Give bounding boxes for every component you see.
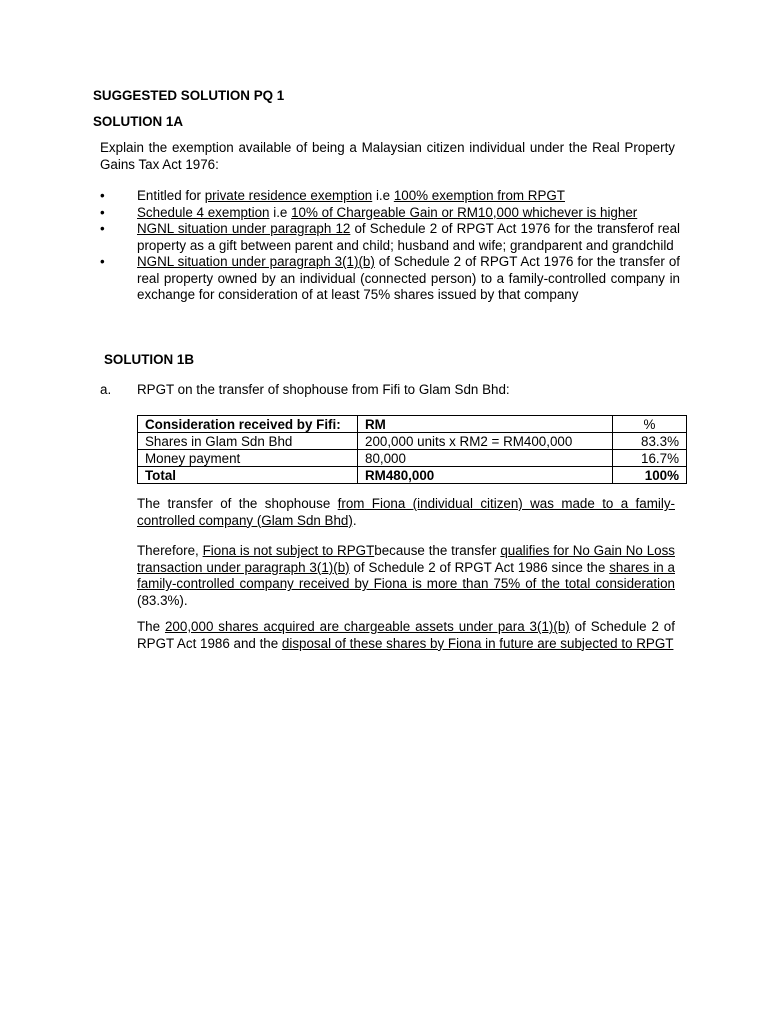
item-a-label: a. [100, 382, 112, 397]
table-total-row: Total RM480,000 100% [138, 467, 687, 484]
solution-1a-intro: Explain the exemption available of being a Malaysian citizen individual under the Real Property Gains Tax Act 1976: [100, 140, 675, 172]
item-a [100, 382, 510, 397]
table-row: Money payment 80,000 16.7% [138, 450, 687, 467]
item-a-text: RPGT on the transfer of shophouse from Fifi to Glam Sdn Bhd: [137, 382, 510, 397]
exemption-list [100, 188, 680, 304]
paragraph-shares: The 200,000 shares acquired are chargeable assets under para 3(1)(b) of Schedule 2 of RPGT Act 1986 and the disposal of these shares by Fiona in future are subjected to RPGT [137, 619, 675, 651]
paragraph-transfer: The transfer of the shophouse from Fiona (individual citizen) was made to a family-controlled company (Glam Sdn Bhd). [137, 496, 675, 528]
solution-1a-title: SOLUTION 1A [93, 114, 184, 129]
list-item: • NGNL situation under paragraph 12 of Schedule 2 of RPGT Act 1976 for the transferof real property as a gift between parent and child; husband and wife; grandparent and grandchild [100, 221, 681, 253]
bullet-icon: • [100, 254, 105, 269]
list-item: • Schedule 4 exemption i.e 10% of Chargeable Gain or RM10,000 whichever is higher [100, 204, 638, 220]
table-row: Shares in Glam Sdn Bhd 200,000 units x RM2 = RM400,000 83.3% [138, 433, 687, 450]
bullet-icon: • [100, 204, 105, 220]
bullet-icon: • [100, 188, 105, 203]
bullet-icon: • [100, 221, 105, 236]
consideration-table [137, 415, 687, 484]
solution-1b-title: SOLUTION 1B [104, 352, 195, 367]
paragraph-therefore: Therefore, Fiona is not subject to RPGTbecause the transfer qualifies for No Gain No Loss transaction under paragraph 3(1)(b) of Schedule 2 of RPGT Act 1986 since the shares in a family-controlled company received by Fiona is more than 75% of the total consideration (83.3%). [137, 543, 675, 608]
document-heading: SUGGESTED SOLUTION PQ 1 [93, 88, 285, 103]
list-item: • Entitled for private residence exemption i.e 100% exemption from RPGT [100, 188, 565, 203]
list-item: • NGNL situation under paragraph 3(1)(b) of Schedule 2 of RPGT Act 1976 for the transfer of real property owned by an individual (connected person) to a family-controlled company in exchange for consideration of at least 75% shares issued by that company [100, 254, 680, 302]
table-header-row: Consideration received by Fifi: RM % [138, 416, 687, 433]
